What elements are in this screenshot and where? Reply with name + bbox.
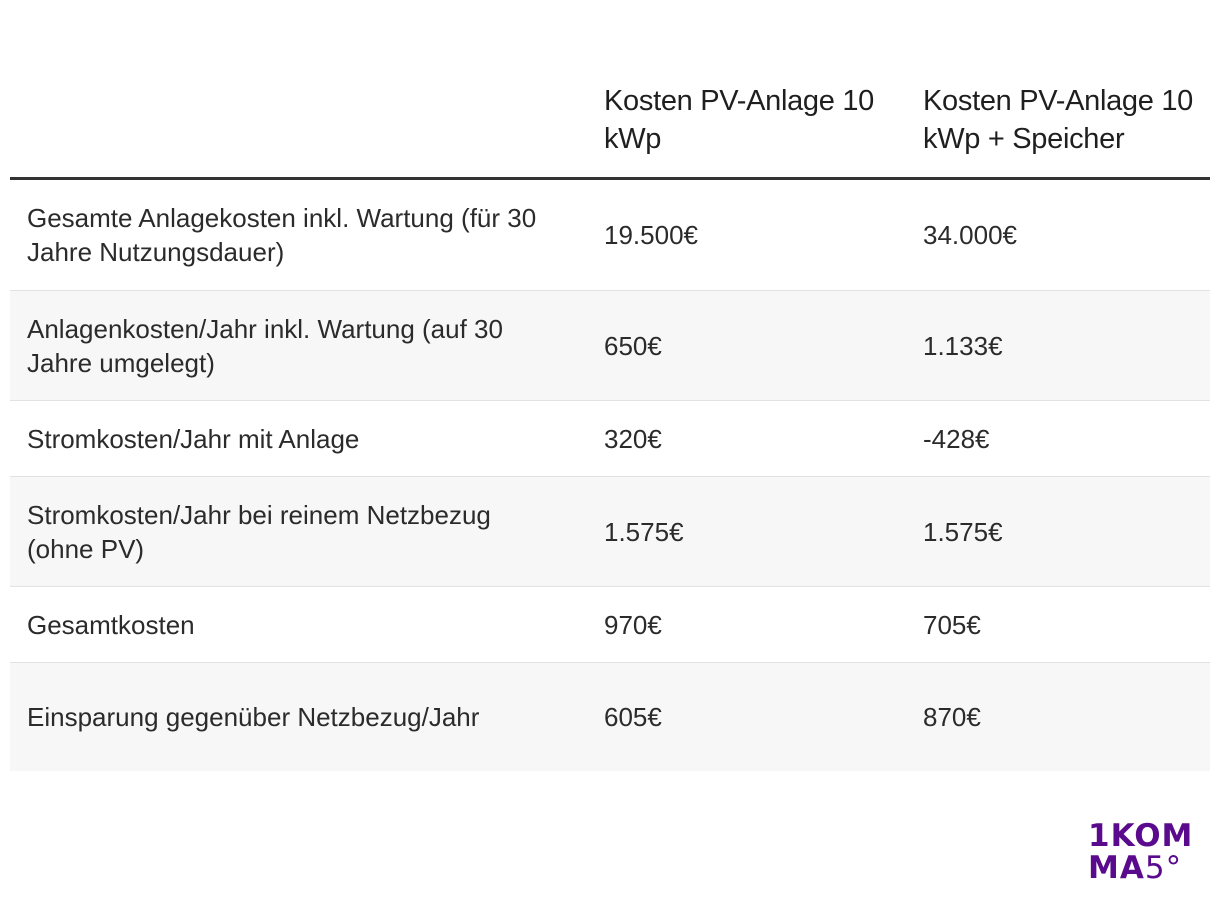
table-row: [10, 477, 1210, 587]
cost-comparison-table: [10, 0, 1210, 771]
logo-number: 5°: [1144, 850, 1183, 886]
row-label: Einsparung gegenüber Netzbezug/Jahr: [27, 702, 480, 732]
logo-letters: MA: [1088, 850, 1145, 886]
brand-logo: [1088, 820, 1203, 884]
value-pv-storage: 1.575€: [923, 516, 1003, 547]
table-row: [10, 663, 1210, 771]
row-label: Stromkosten/Jahr bei reinem Netzbezug (ohne PV): [27, 499, 491, 564]
logo-line-2: [1088, 852, 1203, 884]
table-row: [10, 587, 1210, 663]
table-row: [10, 180, 1210, 291]
value-pv: 320€: [604, 423, 662, 454]
table-row: [10, 291, 1210, 401]
value-pv-storage: 870€: [923, 702, 981, 732]
row-label: Gesamte Anlagekosten inkl. Wartung (für 30 Jahre Nutzungsdauer): [27, 203, 537, 267]
value-pv-storage: 1.133€: [923, 330, 1003, 361]
value-pv-storage: 705€: [923, 609, 981, 640]
value-pv-storage: -428€: [923, 423, 990, 454]
value-pv: 1.575€: [604, 516, 684, 547]
logo-line-1: 1KOM: [1088, 818, 1194, 854]
value-pv: 19.500€: [604, 220, 698, 250]
table-header-row: [10, 0, 1210, 180]
row-label: Gesamtkosten: [27, 609, 195, 640]
value-pv: 650€: [604, 330, 662, 361]
value-pv-storage: 34.000€: [923, 220, 1017, 250]
column-header-pv-10kwp: Kosten PV-Anlage 10 kWp: [604, 85, 874, 155]
value-pv: 605€: [604, 702, 662, 732]
table-row: [10, 401, 1210, 477]
column-header-pv-10kwp-storage: Kosten PV-Anlage 10 kWp + Speicher: [923, 85, 1193, 155]
row-label: Anlagenkosten/Jahr inkl. Wartung (auf 30 Jahre umgelegt): [27, 313, 503, 378]
row-label: Stromkosten/Jahr mit Anlage: [27, 423, 360, 454]
value-pv: 970€: [604, 609, 662, 640]
